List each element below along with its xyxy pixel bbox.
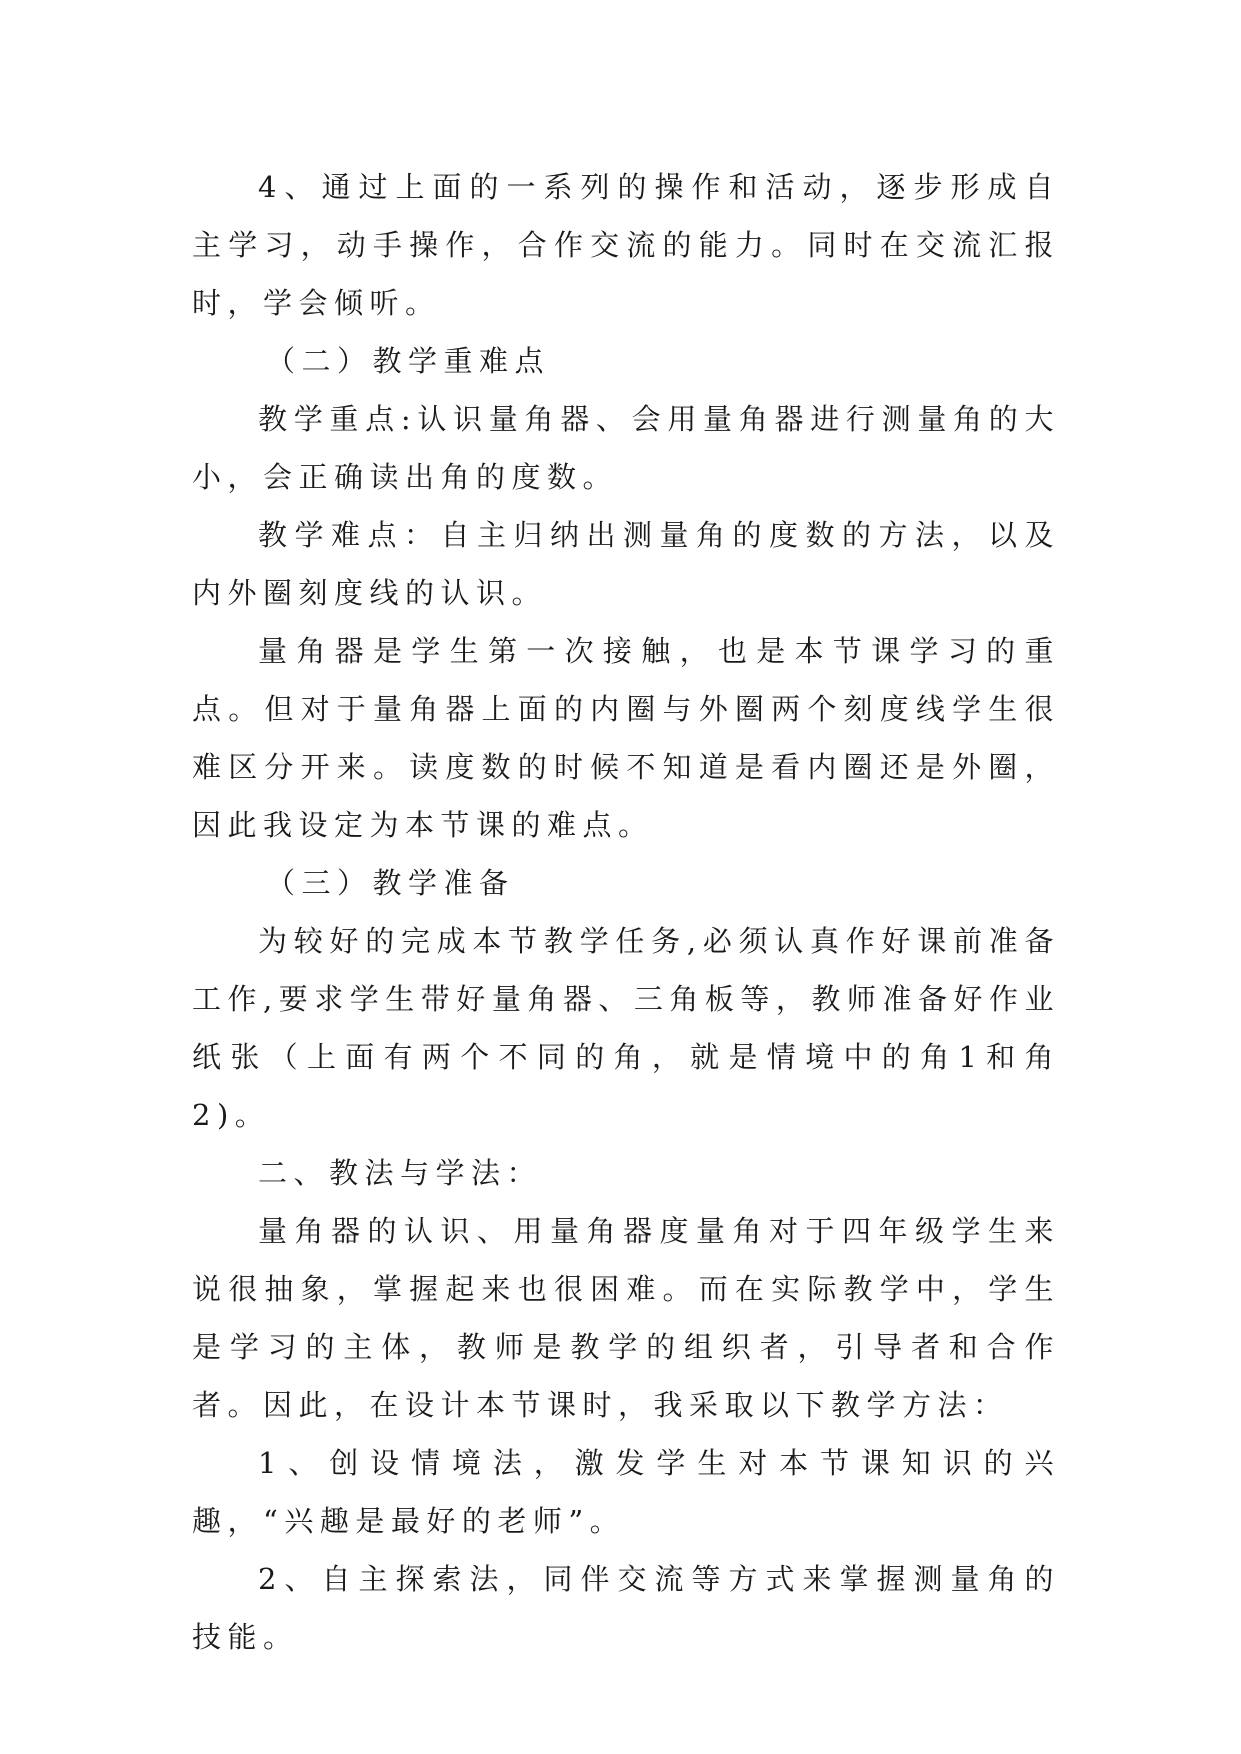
section-heading-preparation: （三）教学准备 <box>266 866 515 900</box>
paragraph-method-1: 1、创设情境法，激发学生对本节课知识的兴趣，“兴趣是最好的老师”。 <box>192 1446 1060 1538</box>
paragraph-preparation: 为较好的完成本节教学任务,必须认真作好课前准备工作,要求学生带好量角器、三角板等，教师准备好作业纸张（上面有两个不同的角，就是情境中的角1和角2)。 <box>192 924 1060 1132</box>
document-body <box>192 158 1060 1666</box>
paragraph-teaching-difficulty: 教学难点：自主归纳出测量角的度数的方法，以及内外圈刻度线的认识。 <box>192 518 1060 610</box>
paragraph-methods-intro: 量角器的认识、用量角器度量角对于四年级学生来说很抽象，掌握起来也很困难。而在实际教学中，学生是学习的主体，教师是教学的组织者，引导者和合作者。因此，在设计本节课时，我采取以下教学方法： <box>192 1214 1060 1422</box>
paragraph-protractor-explanation: 量角器是学生第一次接触，也是本节课学习的重点。但对于量角器上面的内圈与外圈两个刻度线学生很难区分开来。读度数的时候不知道是看内圈还是外圈，因此我设定为本节课的难点。 <box>192 634 1060 842</box>
paragraph-objective-4: 4、通过上面的一系列的操作和活动，逐步形成自主学习，动手操作，合作交流的能力。同时在交流汇报时，学会倾听。 <box>192 170 1060 320</box>
section-heading-key-points: （二）教学重难点 <box>266 344 551 378</box>
paragraph-teaching-focus: 教学重点:认识量角器、会用量角器进行测量角的大小，会正确读出角的度数。 <box>192 402 1060 494</box>
paragraph-method-2: 2、自主探索法，同伴交流等方式来掌握测量角的技能。 <box>192 1562 1060 1654</box>
section-heading-methods: 二、教法与学法： <box>258 1156 543 1190</box>
